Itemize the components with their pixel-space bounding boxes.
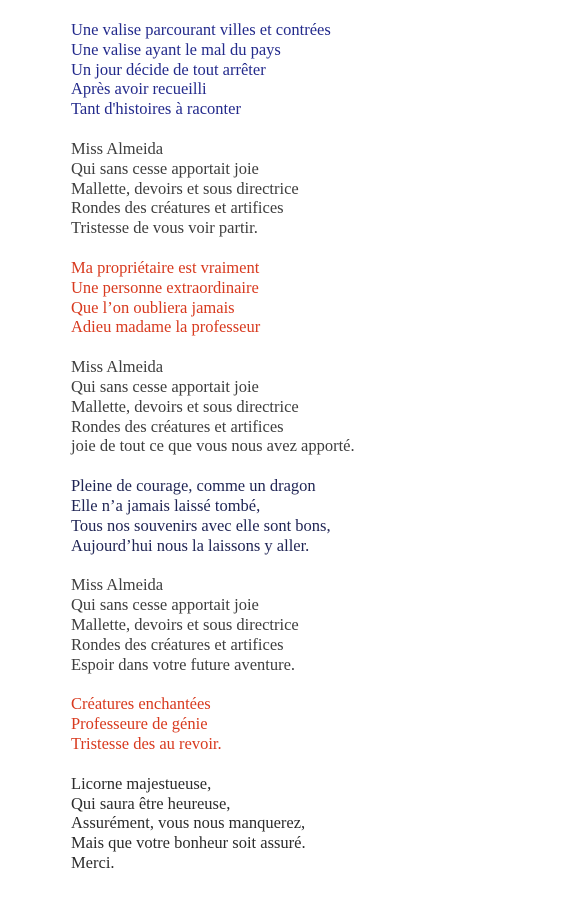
poem-line: Tristesse des au revoir. [71, 733, 222, 753]
poem-line: Mallette, devoirs et sous directrice [71, 178, 299, 198]
poem-line: Après avoir recueilli [71, 79, 207, 99]
poem-line: joie de tout ce que vous nous avez apporté. [71, 436, 355, 456]
poem-line: Une valise ayant le mal du pays [71, 39, 281, 59]
poem-line: Mallette, devoirs et sous directrice [71, 614, 299, 634]
poem-line: Ma propriétaire est vraiment [71, 257, 260, 277]
poem-line: Une valise parcourant villes et contrées [71, 20, 331, 39]
poem-line: Espoir dans votre future aventure. [71, 654, 296, 674]
stanza-3 [71, 258, 571, 337]
poem-line: Pleine de courage, comme un dragon [71, 476, 316, 496]
stanza-1 [71, 20, 571, 119]
stanza-8 [71, 774, 571, 873]
poem-line: Aujourd’hui nous la laissons y aller. [71, 535, 310, 555]
poem-line: Qui sans cesse apportait joie [71, 595, 259, 615]
poem-line: Professeure de génie [71, 714, 208, 734]
poem-page [71, 20, 571, 893]
poem-line: Merci. [71, 852, 115, 872]
poem-line: Un jour décide de tout arrêter [71, 59, 266, 79]
poem-line: Qui saura être heureuse, [71, 793, 231, 813]
stanza-6-refrain [71, 575, 571, 674]
poem-line: Tristesse de vous voir partir. [71, 218, 258, 238]
poem-line: Mais que votre bonheur soit assuré. [71, 833, 306, 853]
stanza-7 [71, 694, 571, 753]
poem-line: Créatures enchantées [71, 694, 211, 714]
stanza-2-refrain [71, 139, 571, 238]
poem-line: Tant d'histoires à raconter [71, 99, 241, 119]
poem-line: Assurément, vous nous manquerez, [71, 813, 306, 833]
poem-line: Rondes des créatures et artifices [71, 634, 284, 654]
poem-line: Rondes des créatures et artifices [71, 416, 284, 436]
poem-line: Rondes des créatures et artifices [71, 198, 284, 218]
poem-line: Qui sans cesse apportait joie [71, 376, 259, 396]
poem-line: Adieu madame la professeur [71, 317, 261, 337]
poem-line: Que l’on oubliera jamais [71, 297, 235, 317]
poem-line: Licorne majestueuse, [71, 773, 212, 793]
stanza-4-refrain [71, 357, 571, 456]
poem-line: Miss Almeida [71, 138, 164, 158]
poem-line: Elle n’a jamais laissé tombé, [71, 495, 261, 515]
poem-line: Miss Almeida [71, 575, 164, 595]
poem-line: Une personne extraordinaire [71, 277, 259, 297]
poem-line: Miss Almeida [71, 357, 164, 377]
poem-line: Tous nos souvenirs avec elle sont bons, [71, 515, 331, 535]
stanza-5 [71, 476, 571, 555]
poem-line: Mallette, devoirs et sous directrice [71, 396, 299, 416]
poem-line: Qui sans cesse apportait joie [71, 158, 259, 178]
